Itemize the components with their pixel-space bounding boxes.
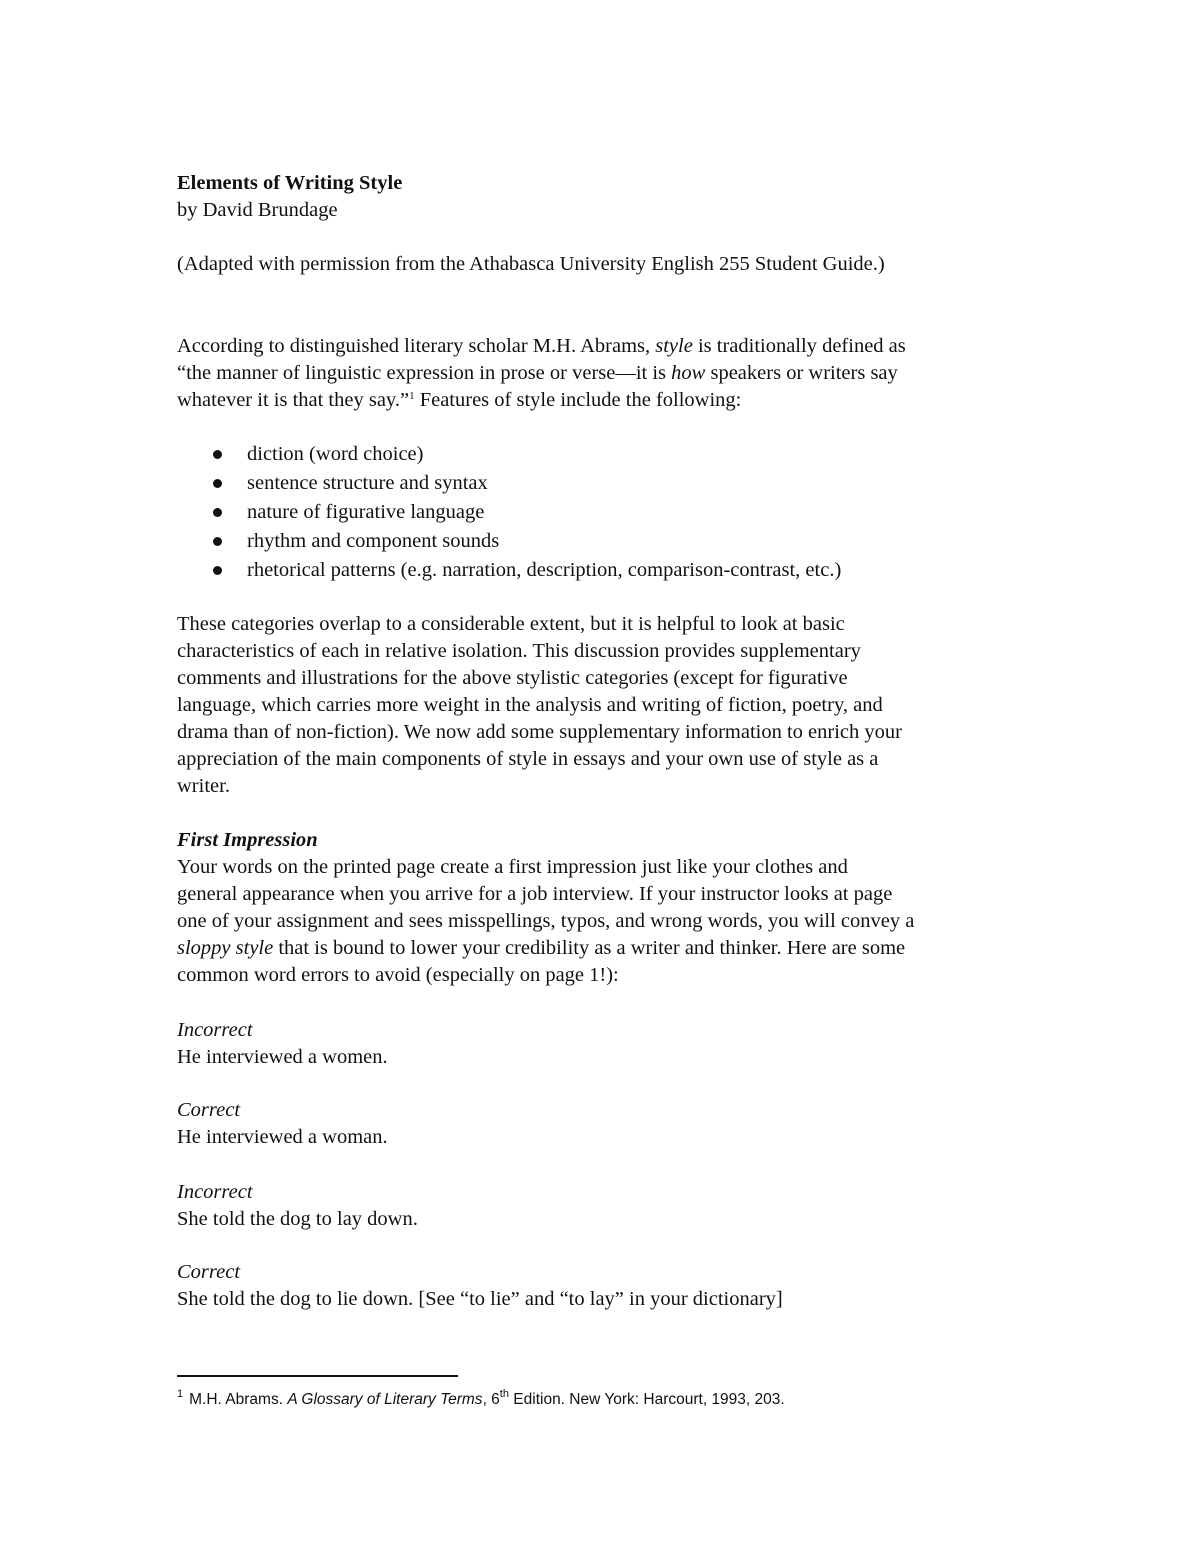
example-label: Incorrect: [177, 1181, 253, 1203]
list-item: [177, 498, 1037, 527]
paragraph-line: general appearance when you arrive for a job interview. If your instructor looks at page: [177, 883, 893, 905]
author-byline: by David Brundage: [177, 199, 338, 221]
paragraph-line: These categories overlap to a considerable extent, but it is helpful to look at basic: [177, 613, 845, 635]
text-run: whatever it is that they say.”: [177, 389, 410, 411]
paragraph-line: Your words on the printed page create a first impression just like your clothes and: [177, 856, 848, 878]
footnote-text: Edition. New York: Harcourt, 1993, 203.: [508, 1391, 785, 1408]
emphasis-sloppy-style: sloppy style: [177, 937, 274, 959]
bullet-icon: [213, 566, 222, 575]
section-heading-first-impression: First Impression: [177, 829, 318, 851]
paragraph-line: characteristics of each in relative isolation. This discussion provides supplementary: [177, 640, 861, 662]
bullet-icon: [213, 537, 222, 546]
paragraph-line: appreciation of the main components of style in essays and your own use of style as a: [177, 748, 879, 770]
intro-paragraph: [177, 333, 1037, 417]
text-run: According to distinguished literary scholar M.H. Abrams,: [177, 335, 656, 357]
bullet-icon: [213, 508, 222, 517]
style-features-list: [177, 440, 1037, 585]
adaptation-note: (Adapted with permission from the Athabasca University English 255 Student Guide.): [177, 253, 885, 275]
categories-paragraph: [177, 611, 1037, 800]
example-sentence: He interviewed a woman.: [177, 1126, 388, 1148]
text-run: is traditionally defined as: [692, 335, 906, 357]
footnote-mark: 1: [177, 1388, 184, 1400]
intro-line-2: [177, 360, 1037, 387]
emphasis-how: how: [671, 362, 706, 384]
paragraph-line: drama than of non-fiction). We now add some supplementary information to enrich your: [177, 721, 902, 743]
footnote: [177, 1389, 1037, 1412]
bullet-icon: [213, 450, 222, 459]
paragraph-line: language, which carries more weight in the analysis and writing of fiction, poetry, and: [177, 694, 883, 716]
example-sentence: She told the dog to lie down. [See “to lie” and “to lay” in your dictionary]: [177, 1288, 783, 1310]
paragraph-line: writer.: [177, 775, 230, 797]
example-sentence: She told the dog to lay down.: [177, 1208, 418, 1230]
list-item: [177, 556, 1037, 585]
list-item: [177, 469, 1037, 498]
paragraph-line: common word errors to avoid (especially on page 1!):: [177, 964, 619, 986]
footnote-ordinal: th: [499, 1388, 509, 1400]
list-item-text: rhetorical patterns (e.g. narration, description, comparison-contrast, etc.): [247, 559, 842, 581]
footnote-book-title: A Glossary of Literary Terms: [287, 1391, 483, 1408]
paragraph-line: comments and illustrations for the above stylistic categories (except for figurative: [177, 667, 848, 689]
emphasis-style: style: [655, 335, 693, 357]
intro-line-3: [177, 387, 1037, 417]
footnote-text: , 6: [482, 1391, 500, 1408]
list-item-text: diction (word choice): [247, 443, 424, 465]
list-item-text: nature of figurative language: [247, 501, 485, 523]
footnote-divider: [177, 1375, 458, 1377]
list-item: [177, 440, 1037, 469]
footnote-reference[interactable]: 1: [409, 390, 415, 402]
list-item: [177, 527, 1037, 556]
text-run: “the manner of linguistic expression in prose or verse—it is: [177, 362, 672, 384]
list-item-text: rhythm and component sounds: [247, 530, 500, 552]
text-run: speakers or writers say: [705, 362, 898, 384]
document-title: Elements of Writing Style: [177, 172, 403, 194]
example-label: Correct: [177, 1099, 241, 1121]
example-label: Correct: [177, 1261, 241, 1283]
paragraph-line: [177, 935, 1037, 962]
text-run: Features of style include the following:: [414, 389, 742, 411]
intro-line-1: [177, 333, 1037, 360]
list-item-text: sentence structure and syntax: [247, 472, 488, 494]
bullet-icon: [213, 479, 222, 488]
example-label: Incorrect: [177, 1019, 253, 1041]
footnote-text: M.H. Abrams.: [189, 1391, 288, 1408]
paragraph-line: one of your assignment and sees misspellings, typos, and wrong words, you will convey a: [177, 910, 915, 932]
text-run: that is bound to lower your credibility as a writer and thinker. Here are some: [273, 937, 906, 959]
first-impression-paragraph: [177, 854, 1037, 989]
example-sentence: He interviewed a women.: [177, 1046, 388, 1068]
